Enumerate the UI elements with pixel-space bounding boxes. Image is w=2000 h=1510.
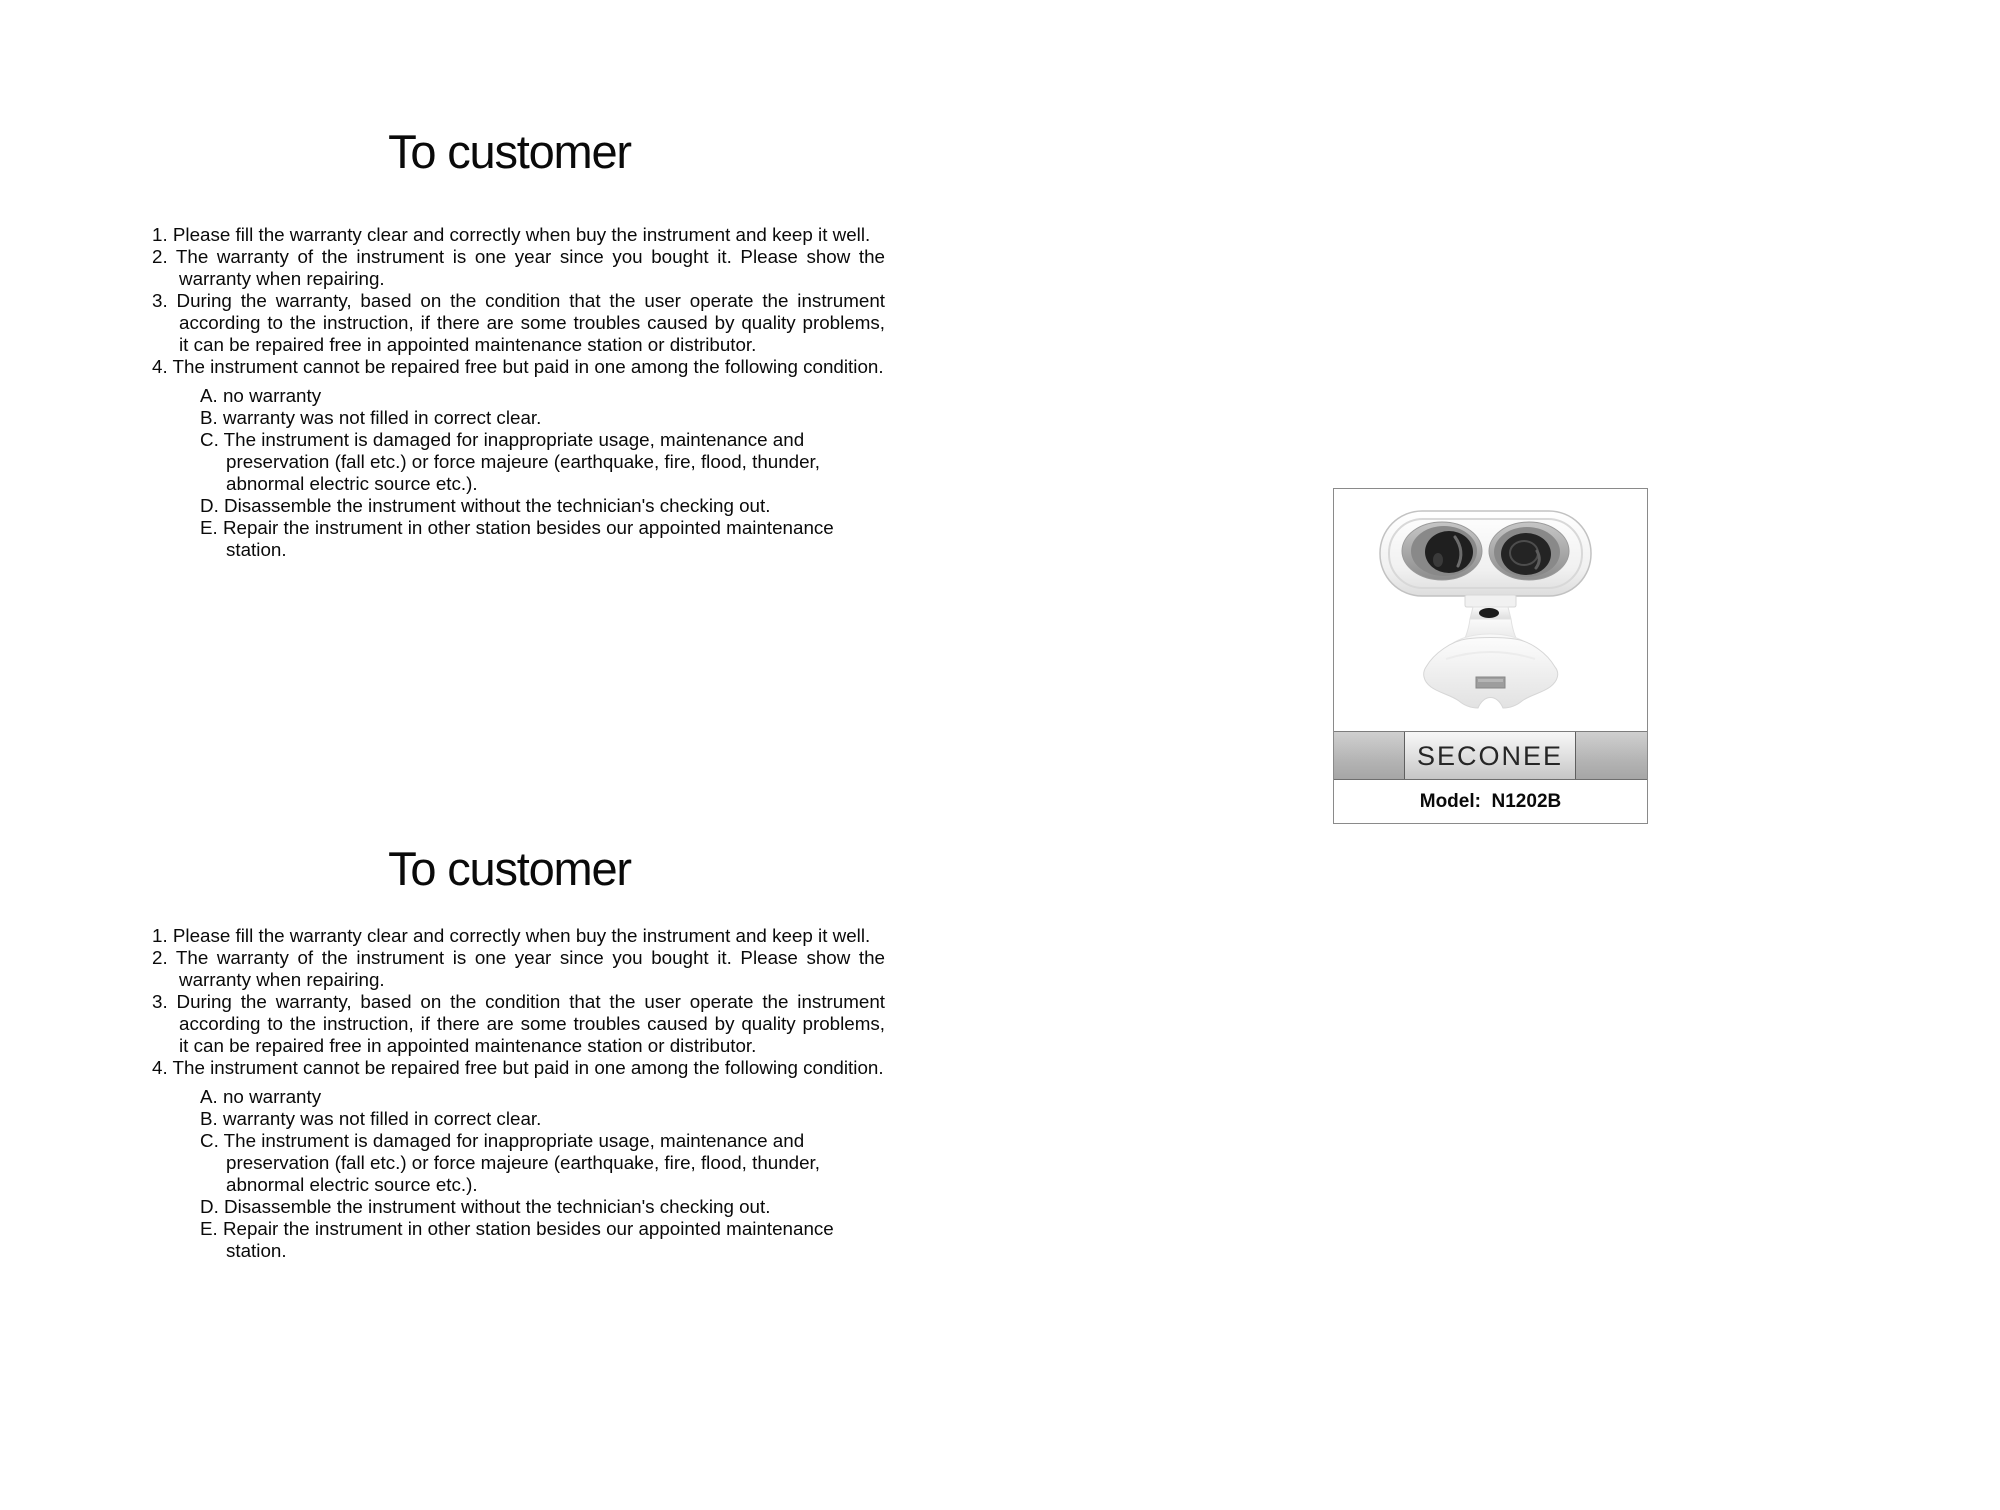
notice-subline: E. Repair the instrument in other station besides our appointed maintenance bbox=[200, 1218, 834, 1239]
notice-subline: preservation (fall etc.) or force majeure (earthquake, fire, flood, thunder, bbox=[226, 451, 820, 472]
notice-subline: abnormal electric source etc.). bbox=[226, 1174, 478, 1195]
brand-name: SECONEE bbox=[1416, 741, 1564, 771]
notice-line: 3. During the warranty, based on the condition that the user operate the instrument bbox=[152, 991, 885, 1012]
notice-subline: B. warranty was not filled in correct clear. bbox=[200, 407, 542, 428]
notice-line: 4. The instrument cannot be repaired free but paid in one among the following condition. bbox=[152, 356, 884, 377]
band-left-segment bbox=[1334, 732, 1405, 779]
notice-subline: preservation (fall etc.) or force majeure (earthquake, fire, flood, thunder, bbox=[226, 1152, 820, 1173]
notice-line: 1. Please fill the warranty clear and correctly when buy the instrument and keep it well. bbox=[152, 224, 871, 245]
notice-line: 3. During the warranty, based on the condition that the user operate the instrument bbox=[152, 290, 885, 311]
notice-line: 1. Please fill the warranty clear and correctly when buy the instrument and keep it well. bbox=[152, 925, 871, 946]
model-label: Model: N1202B bbox=[1419, 791, 1562, 812]
notice-line: 2. The warranty of the instrument is one year since you bought it. Please show the bbox=[152, 246, 885, 267]
product-card bbox=[1333, 488, 1648, 824]
notice-subline: abnormal electric source etc.). bbox=[226, 473, 478, 494]
notice-line: it can be repaired free in appointed maintenance station or distributor. bbox=[179, 1035, 757, 1056]
notice-line: 4. The instrument cannot be repaired free but paid in one among the following condition. bbox=[152, 1057, 884, 1078]
notice-subline: A. no warranty bbox=[200, 1086, 322, 1107]
notice-line: according to the instruction, if there are some troubles caused by quality problems, bbox=[179, 312, 885, 333]
notice-subline: C. The instrument is damaged for inappropriate usage, maintenance and bbox=[200, 429, 805, 450]
page-title: To customer bbox=[388, 842, 631, 895]
band-right-segment bbox=[1575, 732, 1647, 779]
page-title: To customer bbox=[388, 125, 631, 178]
notice-subline: C. The instrument is damaged for inappropriate usage, maintenance and bbox=[200, 1130, 805, 1151]
notice-subline: station. bbox=[226, 539, 287, 560]
notice-subline: station. bbox=[226, 1240, 287, 1261]
brand-band bbox=[1334, 731, 1647, 780]
warranty-list bbox=[152, 925, 885, 1262]
notice-subline: D. Disassemble the instrument without the technician's checking out. bbox=[200, 495, 771, 516]
notice-subline: D. Disassemble the instrument without the technician's checking out. bbox=[200, 1196, 771, 1217]
brand-plate bbox=[1405, 732, 1575, 779]
notice-line: warranty when repairing. bbox=[179, 969, 385, 990]
notice-line: it can be repaired free in appointed maintenance station or distributor. bbox=[179, 334, 757, 355]
notice-line: warranty when repairing. bbox=[179, 268, 385, 289]
notice-subline: E. Repair the instrument in other station besides our appointed maintenance bbox=[200, 517, 834, 538]
notice-subline: A. no warranty bbox=[200, 385, 322, 406]
notice-line: according to the instruction, if there are some troubles caused by quality problems, bbox=[179, 1013, 885, 1034]
notice-subline: B. warranty was not filled in correct clear. bbox=[200, 1108, 542, 1129]
warranty-list bbox=[152, 224, 885, 561]
model-row bbox=[1334, 781, 1647, 823]
notice-line: 2. The warranty of the instrument is one year since you bought it. Please show the bbox=[152, 947, 885, 968]
product-photo-image bbox=[1334, 489, 1647, 731]
